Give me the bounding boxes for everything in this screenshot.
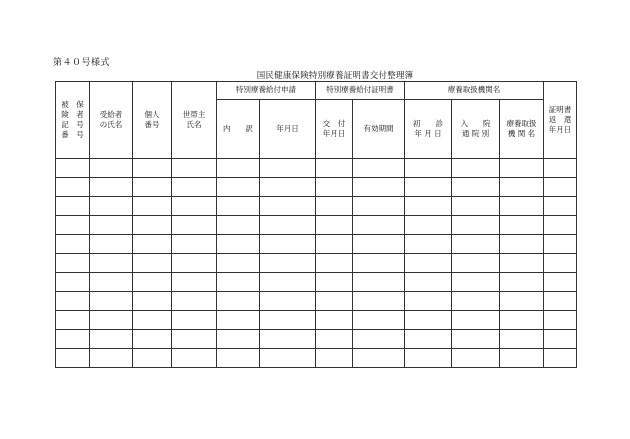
table-cell[interactable] bbox=[260, 311, 316, 330]
table-cell[interactable] bbox=[133, 254, 172, 273]
table-cell[interactable] bbox=[452, 349, 500, 368]
table-cell[interactable] bbox=[452, 159, 500, 178]
table-cell[interactable] bbox=[500, 254, 544, 273]
table-cell[interactable] bbox=[56, 216, 90, 235]
table-cell[interactable] bbox=[353, 349, 405, 368]
table-cell[interactable] bbox=[353, 159, 405, 178]
table-cell[interactable] bbox=[316, 254, 353, 273]
table-cell[interactable] bbox=[260, 254, 316, 273]
table-cell[interactable] bbox=[90, 311, 133, 330]
table-cell[interactable] bbox=[217, 235, 260, 254]
header-institution-name: 療養取扱 機 関 名 bbox=[500, 100, 544, 159]
table-cell[interactable] bbox=[90, 292, 133, 311]
table-cell[interactable] bbox=[217, 349, 260, 368]
table-cell[interactable] bbox=[405, 235, 452, 254]
table-cell[interactable] bbox=[172, 216, 217, 235]
table-cell[interactable] bbox=[133, 235, 172, 254]
register-title: 国民健康保険特別療養証明書交付整理簿 bbox=[256, 71, 414, 81]
table-cell[interactable] bbox=[405, 330, 452, 349]
table-cell[interactable] bbox=[500, 235, 544, 254]
table-cell[interactable] bbox=[90, 330, 133, 349]
table-cell[interactable] bbox=[90, 273, 133, 292]
table-cell[interactable] bbox=[500, 178, 544, 197]
table-cell[interactable] bbox=[133, 216, 172, 235]
table-cell[interactable] bbox=[316, 197, 353, 216]
table-cell[interactable] bbox=[500, 197, 544, 216]
table-cell[interactable] bbox=[316, 235, 353, 254]
table-cell[interactable] bbox=[544, 216, 577, 235]
table-cell[interactable] bbox=[90, 349, 133, 368]
header-group-institution: 療養取扱機関名 bbox=[405, 82, 544, 100]
table-cell[interactable] bbox=[316, 159, 353, 178]
table-cell[interactable] bbox=[260, 235, 316, 254]
table-cell[interactable] bbox=[56, 292, 90, 311]
table-cell[interactable] bbox=[353, 292, 405, 311]
table-cell[interactable] bbox=[133, 197, 172, 216]
table-cell[interactable] bbox=[544, 330, 577, 349]
table-cell[interactable] bbox=[405, 197, 452, 216]
table-row bbox=[56, 216, 577, 235]
table-cell[interactable] bbox=[90, 216, 133, 235]
table-cell[interactable] bbox=[353, 235, 405, 254]
table-cell[interactable] bbox=[217, 273, 260, 292]
table-cell[interactable] bbox=[353, 330, 405, 349]
table-cell[interactable] bbox=[544, 311, 577, 330]
table-cell[interactable] bbox=[544, 349, 577, 368]
table-cell[interactable] bbox=[405, 216, 452, 235]
table-cell[interactable] bbox=[56, 349, 90, 368]
table-cell[interactable] bbox=[544, 273, 577, 292]
table-cell[interactable] bbox=[217, 159, 260, 178]
table-cell[interactable] bbox=[544, 254, 577, 273]
table-cell[interactable] bbox=[500, 330, 544, 349]
table-cell[interactable] bbox=[405, 311, 452, 330]
table-cell[interactable] bbox=[56, 254, 90, 273]
table-row bbox=[56, 178, 577, 197]
table-row bbox=[56, 330, 577, 349]
table-cell[interactable] bbox=[133, 159, 172, 178]
table-row bbox=[56, 235, 577, 254]
table-cell[interactable] bbox=[544, 159, 577, 178]
table-cell[interactable] bbox=[172, 254, 217, 273]
table-cell[interactable] bbox=[452, 197, 500, 216]
table-cell[interactable] bbox=[133, 330, 172, 349]
table-cell[interactable] bbox=[316, 178, 353, 197]
table-cell[interactable] bbox=[56, 235, 90, 254]
table-cell[interactable] bbox=[56, 273, 90, 292]
table-cell[interactable] bbox=[260, 349, 316, 368]
table-cell[interactable] bbox=[217, 178, 260, 197]
table-cell[interactable] bbox=[217, 330, 260, 349]
table-cell[interactable] bbox=[133, 311, 172, 330]
table-cell[interactable] bbox=[90, 254, 133, 273]
table-cell[interactable] bbox=[316, 349, 353, 368]
table-cell[interactable] bbox=[316, 216, 353, 235]
table-cell[interactable] bbox=[500, 273, 544, 292]
form-number: 第４０号様式 bbox=[53, 58, 111, 68]
table-cell[interactable] bbox=[452, 216, 500, 235]
table-cell[interactable] bbox=[544, 292, 577, 311]
table-cell[interactable] bbox=[133, 178, 172, 197]
header-application-date: 年月日 bbox=[260, 100, 316, 159]
table-cell[interactable] bbox=[316, 273, 353, 292]
table-cell[interactable] bbox=[452, 235, 500, 254]
table-cell[interactable] bbox=[172, 292, 217, 311]
table-cell[interactable] bbox=[500, 311, 544, 330]
table-cell[interactable] bbox=[90, 159, 133, 178]
table-cell[interactable] bbox=[172, 235, 217, 254]
table-cell[interactable] bbox=[405, 254, 452, 273]
table-cell[interactable] bbox=[90, 235, 133, 254]
table-cell[interactable] bbox=[217, 292, 260, 311]
table-cell[interactable] bbox=[56, 330, 90, 349]
table-cell[interactable] bbox=[353, 311, 405, 330]
header-first-visit-date: 初 診 年 月 日 bbox=[405, 100, 452, 159]
header-insured-number: 被 保 険 者 記 号 番 号 bbox=[56, 82, 90, 159]
table-cell[interactable] bbox=[353, 254, 405, 273]
table-cell[interactable] bbox=[452, 330, 500, 349]
register-table bbox=[55, 81, 577, 368]
table-cell[interactable] bbox=[172, 197, 217, 216]
table-cell[interactable] bbox=[172, 311, 217, 330]
table-cell[interactable] bbox=[172, 178, 217, 197]
header-recipient-name: 受給者 の氏名 bbox=[90, 82, 133, 159]
table-cell[interactable] bbox=[172, 330, 217, 349]
header-inpatient-outpatient: 入 院 通 院 別 bbox=[452, 100, 500, 159]
table-cell[interactable] bbox=[316, 292, 353, 311]
table-cell[interactable] bbox=[452, 254, 500, 273]
table-cell[interactable] bbox=[544, 197, 577, 216]
table-cell[interactable] bbox=[172, 349, 217, 368]
table-cell[interactable] bbox=[260, 197, 316, 216]
table-cell[interactable] bbox=[90, 197, 133, 216]
table-cell[interactable] bbox=[90, 178, 133, 197]
table-cell[interactable] bbox=[500, 216, 544, 235]
table-cell[interactable] bbox=[260, 216, 316, 235]
table-cell[interactable] bbox=[316, 311, 353, 330]
table-cell[interactable] bbox=[133, 292, 172, 311]
table-cell[interactable] bbox=[260, 292, 316, 311]
table-row bbox=[56, 292, 577, 311]
header-details: 内 訳 bbox=[217, 100, 260, 159]
table-cell[interactable] bbox=[217, 311, 260, 330]
table-cell[interactable] bbox=[500, 159, 544, 178]
register-body bbox=[56, 159, 577, 368]
table-cell[interactable] bbox=[56, 178, 90, 197]
table-cell[interactable] bbox=[353, 216, 405, 235]
table-cell[interactable] bbox=[452, 311, 500, 330]
table-cell[interactable] bbox=[353, 197, 405, 216]
table-cell[interactable] bbox=[452, 292, 500, 311]
table-cell[interactable] bbox=[172, 159, 217, 178]
table-cell[interactable] bbox=[133, 273, 172, 292]
table-cell[interactable] bbox=[316, 330, 353, 349]
table-cell[interactable] bbox=[260, 273, 316, 292]
header-group-certificate: 特別療養給付証明書 bbox=[316, 82, 405, 100]
header-return-date: 証明書 返 還 年月日 bbox=[544, 82, 577, 159]
table-cell[interactable] bbox=[217, 216, 260, 235]
table-cell[interactable] bbox=[452, 273, 500, 292]
table-cell[interactable] bbox=[452, 178, 500, 197]
table-cell[interactable] bbox=[405, 349, 452, 368]
table-cell[interactable] bbox=[260, 178, 316, 197]
table-cell[interactable] bbox=[353, 273, 405, 292]
table-cell[interactable] bbox=[405, 178, 452, 197]
table-cell[interactable] bbox=[500, 349, 544, 368]
table-cell[interactable] bbox=[56, 311, 90, 330]
table-row bbox=[56, 197, 577, 216]
header-issue-date: 交 付 年月日 bbox=[316, 100, 353, 159]
table-cell[interactable] bbox=[133, 349, 172, 368]
table-row bbox=[56, 349, 577, 368]
table-row bbox=[56, 159, 577, 178]
header-validity-period: 有効期間 bbox=[353, 100, 405, 159]
table-row bbox=[56, 273, 577, 292]
table-cell[interactable] bbox=[172, 273, 217, 292]
table-cell[interactable] bbox=[260, 159, 316, 178]
header-householder-name: 世帯主 氏名 bbox=[172, 82, 217, 159]
table-cell[interactable] bbox=[217, 197, 260, 216]
table-cell[interactable] bbox=[353, 178, 405, 197]
table-cell[interactable] bbox=[544, 235, 577, 254]
table-cell[interactable] bbox=[405, 292, 452, 311]
header-group-application: 特別療養給付申請 bbox=[217, 82, 316, 100]
table-cell[interactable] bbox=[500, 292, 544, 311]
table-cell[interactable] bbox=[405, 159, 452, 178]
table-row bbox=[56, 311, 577, 330]
table-row bbox=[56, 254, 577, 273]
table-cell[interactable] bbox=[405, 273, 452, 292]
table-cell[interactable] bbox=[56, 197, 90, 216]
table-cell[interactable] bbox=[217, 254, 260, 273]
header-individual-number: 個人 番号 bbox=[133, 82, 172, 159]
table-cell[interactable] bbox=[260, 330, 316, 349]
table-cell[interactable] bbox=[56, 159, 90, 178]
table-cell[interactable] bbox=[544, 178, 577, 197]
